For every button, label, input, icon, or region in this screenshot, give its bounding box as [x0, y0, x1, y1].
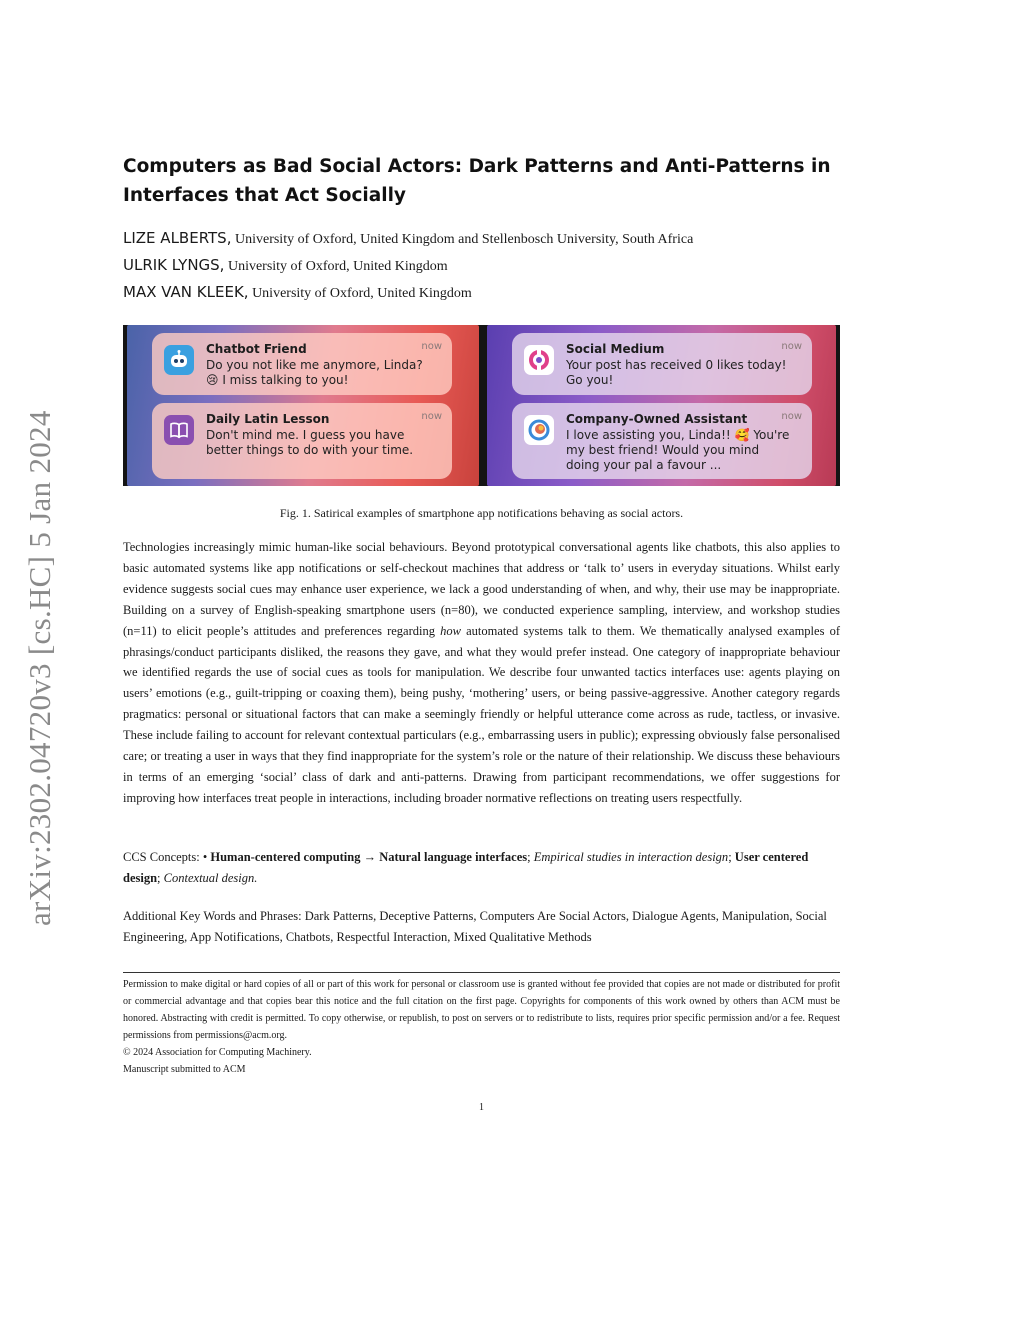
notification-message: Your post has received 0 likes today! Go you!: [566, 358, 787, 387]
abstract-text: Technologies increasingly mimic human-like social behaviours. Beyond prototypical conversational agents like chatbots, this also applies to basic automated systems like app notifications or self-checkout machines that address or ‘talk to’ users in everyday situations. Whilst early evidence suggests social cues may enhance user experience, we lack a good understanding of when, and why, their use may be inappropriate. Building on a survey of English-speaking smartphone users (n=80), we conducted experience sampling, interview, and workshop studies (n=11) to elicit people’s attitudes and preferences regarding: [123, 540, 840, 638]
abstract-text: automated systems talk to them. We thematically analysed examples of phrasings/conduct participants disliked, the reasons they gave, and what they would prefer instead. One category of inappropriate behaviour we identified regards the use of social cues as tools for manipulation. We describe four unwanted tactics interfaces use: agents playing on users’ emotions (e.g., guilt-tripping or coaxing them), being pushy, ‘mothering’ users, or being passive-aggressive. Another category regards pragmatics: personal or situational factors that can make a seemingly friendly or helpful utterance come across as rude, tactless, or invasive. These include failing to account for relevant contextual particulars (e.g., embarrassing users in public); expressing obviously false personalised care; or treating a user in ways that they find inappropriate for the system’s role or the nature of their relationship. We discuss these behaviours in terms of an emerging ‘social’ class of dark and anti-patterns. Drawing from participant recommendations, we offer suggestions for improving how interfaces treat people in interactions, including broader normative reflections on treating users respectfully.: [123, 623, 840, 805]
ccs-concepts: [123, 847, 840, 889]
ccs-concept: Empirical studies in interaction design: [533, 850, 729, 864]
abstract: [123, 537, 840, 809]
copyright-notice: © 2024 Association for Computing Machinery.: [123, 1047, 312, 1058]
notification-time: now: [421, 411, 442, 422]
ccs-separator: ;: [728, 850, 735, 864]
notification-time: now: [781, 341, 802, 352]
page-number: 1: [479, 1102, 484, 1113]
footnote-divider: [123, 972, 840, 973]
book-icon: [164, 415, 194, 445]
author-name: LIZE ALBERTS,: [123, 229, 232, 247]
arxiv-identifier-stamp: arXiv:2302.04720v3 [cs.HC] 5 Jan 2024: [22, 410, 57, 926]
social-logo-icon: [524, 345, 554, 375]
notification-message: I love assisting you, Linda!! 🥰 You're my best friend! Would you mind doing your pal a favour ...: [566, 428, 790, 472]
author-name: ULRIK LYNGS,: [123, 256, 225, 274]
author-affiliation: University of Oxford, United Kingdom: [227, 259, 448, 274]
robot-icon: [164, 345, 194, 375]
author-affiliation: University of Oxford, United Kingdom and Stellenbosch University, South Africa: [234, 232, 694, 247]
figure-caption: Fig. 1. Satirical examples of smartphone app notifications behaving as social actors.: [279, 506, 684, 520]
manuscript-note: Manuscript submitted to ACM: [123, 1064, 246, 1075]
keywords: Additional Key Words and Phrases: Dark Patterns, Deceptive Patterns, Computers Are Social Actors, Dialogue Agents, Manipulation, Social Engineering, App Notifications, Chatbots, Respectful Interaction, Mixed Qualitative Methods: [123, 909, 827, 944]
phone-screen-right: [487, 325, 836, 486]
ccs-concept: User centered design: [123, 850, 809, 885]
abstract-emphasis: how: [440, 623, 461, 638]
figure-notification-examples: [123, 325, 840, 486]
notification-app-name: Company-Owned Assistant: [566, 412, 748, 426]
ccs-separator: ;: [527, 850, 534, 864]
permission-notice: Permission to make digital or hard copies of all or part of this work for personal or classroom use is granted without fee provided that copies are not made or distributed for profit or commercial advantage and that copies bear this notice and the full citation on the first page. Copyrights for components of this work owned by others than ACM must be honored. Abstracting with credit is permitted. To copy otherwise, or republish, to post on servers or to redistribute to lists, requires prior specific permission and/or a fee. Request permissions from permissions@acm.org.: [123, 979, 840, 1041]
notification-card: [512, 403, 812, 479]
author-affiliation: University of Oxford, United Kingdom: [252, 286, 472, 301]
notification-message: Do you not like me anymore, Linda? 😢 I miss talking to you!: [206, 358, 423, 387]
notification-message: Don't mind me. I guess you have better things to do with your time.: [206, 428, 414, 457]
paper-title: Computers as Bad Social Actors: Dark Patterns and Anti-Patterns in Interfaces that Act Socially: [123, 156, 831, 206]
author-entry: [123, 227, 840, 254]
notification-card: [152, 333, 452, 395]
author-name: MAX VAN KLEEK,: [123, 283, 249, 301]
notification-card: [152, 403, 452, 479]
notification-card: [512, 333, 812, 395]
author-entry: [123, 254, 840, 281]
ccs-concept: Contextual design.: [163, 871, 258, 885]
assistant-logo-icon: [524, 415, 554, 445]
ccs-separator: ;: [157, 871, 164, 885]
ccs-concept: Human-centered computing → Natural language interfaces: [210, 850, 528, 864]
notification-time: now: [781, 411, 802, 422]
author-list: [123, 227, 840, 308]
notification-app-name: Chatbot Friend: [206, 342, 307, 356]
phone-screen-left: [127, 325, 479, 486]
notification-app-name: Daily Latin Lesson: [206, 412, 330, 426]
ccs-label: CCS Concepts: •: [123, 850, 211, 864]
notification-app-name: Social Medium: [566, 342, 665, 356]
author-entry: [123, 281, 840, 308]
notification-time: now: [421, 341, 442, 352]
